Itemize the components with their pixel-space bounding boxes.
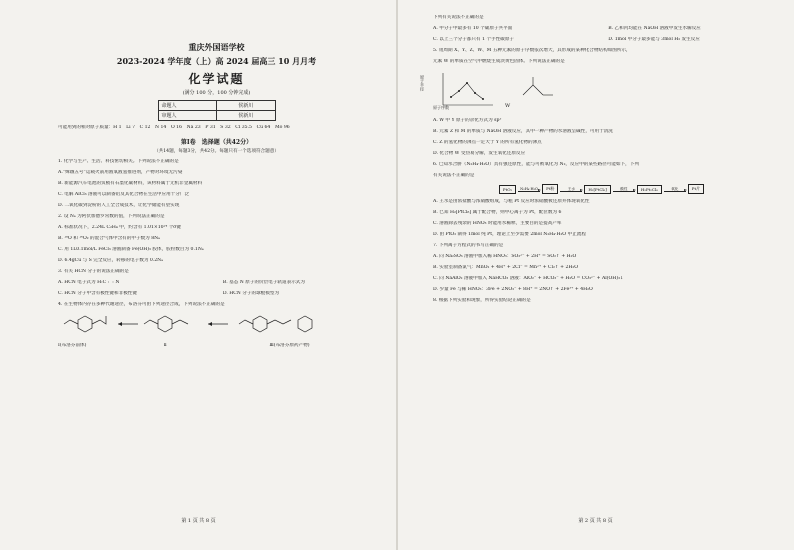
reaction-scheme — [58, 312, 375, 338]
page-2 — [397, 0, 794, 550]
staff-role: 审题人 — [158, 111, 217, 121]
section-title: 第Ⅰ卷 选择题（共42分） — [180, 139, 253, 146]
staff-table — [158, 100, 276, 121]
flow-arrow-label: 氧化 — [671, 186, 679, 191]
q1-option-d: D. 二氧化碳到淀粉的人工全合成技术，让化学储能有望实现 — [58, 203, 180, 208]
flow-arrow-label: N₂H₄·H₂O — [520, 186, 538, 191]
q6-option-d: D. 由 PtO₂ 制得 1mol 纯 Pt，理论上至少需要 2mol N₂H₄·H₂O 中止流程 — [433, 232, 586, 237]
question-4: 4. 在生物体内存在多种代谢途径，布洛芬可由下列途径合成，下列说法不正确的是 — [58, 302, 225, 307]
molecule-label: Ⅰ(布洛芬前体) — [58, 343, 87, 348]
q4-option-a: A. 甲分子中最多有 10 个碳原子共平面 — [433, 26, 513, 31]
q5-option-b: B. 元素 Z 和 M 的单质与 NaOH 溶液反应，其中一种产物的水溶液呈碱性，可用于清洗 — [433, 129, 613, 134]
q5-figure — [420, 69, 770, 113]
q7-option-d: D. 少量 Fe 与稀 HNO₃：3Fe + 2NO₃⁻ + 8H⁺ = 2NO↑ + 2Fe³⁺ + 4H₂O — [433, 287, 593, 292]
q2-option-a: A. 标准状况下，2.24L C₂H₄ 中，约含有 1.01×10²⁴ 个σ键 — [58, 225, 182, 230]
q3-option-d: D. HCN 分子的球棍模型为 — [222, 291, 280, 296]
q5-option-a: A. W 中 Y 原子的杂化方式为 sp³ — [433, 118, 502, 123]
section-note: （共14题，每题3分，共42分。每题只有一个选项符合题意） — [154, 149, 279, 154]
molecule-structures-image — [58, 312, 358, 338]
q3-option-b: B. 基态 N 原子的价层电子轨道表示式为 — [222, 280, 305, 285]
q2-option-d: D. 6.4gCu 与 S 完全反应，转移的电子数为 0.2Nₐ — [58, 258, 163, 263]
molecule-labels — [58, 343, 375, 349]
staff-role: 命题人 — [158, 101, 217, 111]
compound-label: W — [505, 103, 511, 109]
flow-arrow-label: 酸性 — [620, 186, 628, 191]
question-5: 5. 短周期 X、Y、Z、W、M 五种元素的原子序数依次增大，其形成的某种化合物结构如图所示， — [433, 48, 631, 53]
y-axis-label: 原子半径 — [420, 75, 425, 91]
staff-name: 侯新川 — [217, 101, 276, 111]
q4-option-d: D. 1mol 甲分子最多能与 3mol H₂ 发生反应 — [608, 37, 700, 42]
q1-option-b: B. 新能源汽车电池的负极有石墨化碳材料，该材料属于无机非金属材料 — [58, 181, 203, 186]
q3-row-2 — [58, 291, 375, 297]
q2-option-b: B. ¹⁸O 和 ¹⁶O₂ 的混合气体中含有的中子数为 8Nₐ — [58, 236, 160, 241]
flow-arrow — [613, 187, 635, 192]
q5-option-c: C. Z 的氢化物的沸点一定大于 Y 的所有氢化物的沸点 — [433, 140, 542, 145]
staff-row — [158, 111, 275, 121]
q3-option-a: A. HCN 电子式为 H:C⋮⋮N — [58, 280, 120, 285]
q4-option-c: C. 以上三个分子都只有 1 个手性碳原子 — [433, 37, 515, 42]
q3-option-c: C. HCN 分子中含有极性键和非极性键 — [58, 291, 137, 296]
q1-option-a: A.“嫦娥五号”运载火箭用液氧液氢推进剂，产物对环境无污染 — [58, 170, 183, 175]
flow-box: H₂Pt₂Cl₆ — [637, 185, 662, 194]
question-5-cont: 元素 W 的单质在空气中燃烧生成淡黄色固体。下列说法正确的是 — [433, 59, 565, 64]
q5-option-d: D. 化合物 W 受热易分解，发生氧化还原反应 — [433, 151, 526, 156]
atomic-masses: 可能用到的相对原子质量：H 1 Li 7 C 12 N 14 O 16 Na 23 P 31 S 32 Cl 35.5 Cu 64 Mo 96 — [58, 125, 290, 130]
page-footer: 第 2 页 共 8 页 — [578, 518, 613, 524]
process-flow — [433, 184, 770, 194]
question-3: 3. 有关 HCN 分子的说法正确的是 — [58, 269, 129, 274]
question-6: 6. 已知水合肼（N₂H₄·H₂O）具有强还原性，能与可被氧化为 N₂，反应中的某些路径可能如下，下列 — [433, 162, 639, 167]
q7-option-c: C. 向 NaAlO₂ 溶液中加入 NaHCO₃ 溶液：AlO₂⁻ + HCO₃⁻ + H₂O = CO₃²⁻ + Al(OH)₃↓ — [433, 276, 624, 281]
flow-arrow — [664, 187, 686, 192]
q1-option-c: C. 电解 AlCl₃ 溶液可以制备铝及其化合物在生活中应用十分广泛 — [58, 192, 190, 197]
flow-box: H₂[PtCl₆] — [584, 185, 610, 194]
q6-option-b: B. 已知 H₂[PtCl₆] 属于配合物，则中心离子为 Pt，配位数为 6 — [433, 210, 562, 215]
flow-arrow — [560, 187, 582, 192]
q4-option-b: B. 乙和丙均能在 NaOH 溶液中发生水解反应 — [608, 26, 701, 31]
subject-title: 化学试题 — [188, 72, 245, 86]
x-axis-label: 原子序数 — [433, 105, 449, 110]
q6-option-c: C. 溶液除去残余的 HNO₃ 时能用水稀释，主要目的是提高产率 — [433, 221, 562, 226]
flow-arrow — [518, 187, 540, 192]
molecule-label: Ⅲ(布洛芬原药产物) — [269, 343, 310, 348]
flow-box: Pt粉 — [542, 184, 558, 194]
exam-title: 2023-2024 学年度（上）高 2024 届高三 10 月月考 — [116, 56, 317, 66]
question-6-cont: 有关说法不正确的是 — [433, 173, 475, 178]
q4-continued: 下列有关说法不正确的是 — [433, 15, 484, 20]
exam-meta: (满分 100 分，100 分钟完成) — [182, 90, 251, 96]
q7-option-b: B. 实验室制备氯气：MnO₂ + 4H⁺ + 2Cl⁻ = Mn²⁺ + Cl₂↑ + 2H₂O — [433, 265, 578, 270]
q2-option-c: C. 用 1L0.1mol/L FeCl₃ 溶液制备 Fe(OH)₃ 胶体，胶粒数目为 0.1Nₐ — [58, 247, 204, 252]
question-2: 2. 设 Nₐ 为阿伏加德罗常数的值，下列说法正确的是 — [58, 214, 165, 219]
staff-row — [158, 101, 275, 111]
page-footer: 第 1 页 共 8 页 — [181, 518, 216, 524]
question-1: 1. 化学与生产、生活、科技密切相关。下列说法不正确的是 — [58, 159, 179, 164]
q6-option-a: A. 王水是由浓盐酸与浓硝酸组成，与粗 Pt 反应时浓硝酸被还原并体现氧化性 — [433, 199, 590, 204]
question-7: 7. 下列离子方程式的书写正确的是 — [433, 243, 504, 248]
q4-row-1 — [433, 26, 770, 32]
staff-name: 侯新川 — [217, 111, 276, 121]
school-name: 重庆外国语学校 — [188, 42, 245, 52]
q3-row-1 — [58, 280, 375, 286]
flow-box: Pt片 — [688, 184, 704, 194]
flow-arrow-label: 王水 — [567, 186, 575, 191]
flow-box: PtO₂ — [499, 185, 516, 194]
axis-labels — [433, 105, 449, 111]
molecule-label: Ⅱ — [163, 343, 167, 348]
q7-option-a: A. 向 Na₂SO₃ 溶液中加入稀 HNO₃：SO₃²⁻ + 2H⁺ = SO₂↑ + H₂O — [433, 254, 577, 259]
q4-row-2 — [433, 37, 770, 43]
question-8: 8. 根据下列实验和现象，所得实验结论正确的是 — [433, 298, 531, 303]
